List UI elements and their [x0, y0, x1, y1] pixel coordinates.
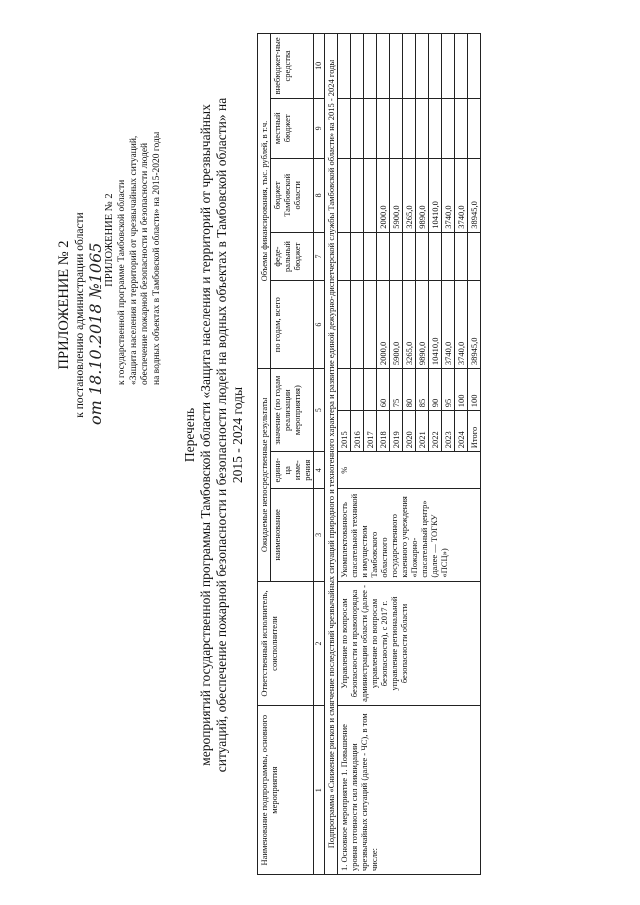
col-number: 8 [314, 158, 325, 232]
subprogram-row [325, 34, 338, 875]
col-header-fin-local: местный бюджет [271, 98, 314, 158]
fin-total [338, 281, 351, 369]
fin-federal [429, 232, 442, 281]
fin-federal [403, 232, 416, 281]
fin-local [377, 98, 390, 158]
fin-total: 5900,0 [390, 281, 403, 369]
year-label: 2020 [403, 410, 415, 451]
fin-federal [455, 232, 468, 281]
appendix-subtitle: к постановлению администрации области [74, 212, 86, 418]
result-value-cell [338, 369, 351, 452]
fin-federal [351, 232, 364, 281]
fin-extra [403, 34, 416, 99]
fin-local [403, 98, 416, 158]
fin-total: 3740,0 [442, 281, 455, 369]
year-label: Итого [468, 410, 480, 451]
result-value-cell [416, 369, 429, 452]
fin-local [429, 98, 442, 158]
program-line: к государственной программе Тамбовской области [117, 179, 127, 385]
fin-federal [468, 232, 481, 281]
result-name: Укомплектованность спасательной техникой и имуществом Тамбовского областного государственного казенного учреждения «Пожарно-спасательный центр» (далее — ТОГКУ «ПСЦ») [338, 489, 481, 581]
program-line: на водных объектах в Тамбовской области» на 2015-2020 годы [151, 131, 162, 385]
col-header-name: Наименование подпрограммы, основного мероприятия [258, 706, 314, 875]
fin-local [468, 98, 481, 158]
year-label: 2015 [338, 410, 350, 451]
fin-total: 9890,0 [416, 281, 429, 369]
fin-regional: 5900,0 [390, 158, 403, 232]
result-value-cell [429, 369, 442, 452]
fin-federal [364, 232, 377, 281]
result-value-cell [364, 369, 377, 452]
fin-regional: 38945,0 [468, 158, 481, 232]
appendix-title: ПРИЛОЖЕНИЕ № 2 [56, 240, 72, 370]
result-value: 80 [404, 398, 414, 408]
result-value [338, 404, 350, 410]
result-value-cell [377, 369, 390, 452]
heading-line: 2015 - 2024 годы [230, 386, 245, 484]
fin-total [364, 281, 377, 369]
fin-local [338, 98, 351, 158]
program-line: «Защита населения и территорий от чрезвычайных ситуаций, [128, 135, 139, 385]
result-value-cell [390, 369, 403, 452]
year-label: 2018 [377, 410, 389, 451]
fin-regional: 10410,0 [429, 158, 442, 232]
col-header-result-value: значение (по годам реализации мероприятия) [271, 369, 314, 452]
document-heading [182, 55, 246, 815]
col-header-responsible: Ответственный исполнитель, соисполнители [258, 581, 314, 706]
measure-name: 1. Основное мероприятие 1. Повышение уровня готовности сил ликвидации чрезвычайных ситуаций (далее - ЧС), в том числе: [338, 706, 481, 875]
result-value [364, 404, 376, 410]
fin-total [351, 281, 364, 369]
result-value: 75 [391, 398, 401, 408]
handwritten-date-number: от 18.10.2018 №1065 [86, 242, 105, 425]
heading-line: Перечень [182, 407, 197, 463]
year-label: 2017 [364, 410, 376, 451]
col-number: 1 [314, 706, 325, 875]
year-label: 2022 [429, 410, 441, 451]
result-value-cell [442, 369, 455, 452]
col-header-fin-federal: феде-ральный бюджет [271, 232, 314, 281]
result-value: 100 [456, 394, 466, 408]
year-label: 2021 [416, 410, 428, 451]
fin-regional: 9890,0 [416, 158, 429, 232]
fin-extra [351, 34, 364, 99]
col-header-expected-results: Ожидаемые непосредственные результаты [258, 369, 271, 582]
result-unit: % [338, 452, 481, 489]
fin-extra [442, 34, 455, 99]
col-header-fin-total: по годам, всего [271, 281, 314, 369]
measures-table [257, 33, 481, 875]
program-appendix-title: ПРИЛОЖЕНИЕ № 2 [104, 193, 115, 287]
fin-regional [338, 158, 351, 232]
column-numbers-row [314, 34, 325, 875]
year-label: 2019 [390, 410, 402, 451]
result-value: 60 [378, 398, 388, 408]
col-header-fin-regional: бюджет Тамбовской области [271, 158, 314, 232]
col-header-financing: Объемы финансирования, тыс. рублей, в т.ч. [258, 34, 271, 369]
fin-extra [390, 34, 403, 99]
fin-local [390, 98, 403, 158]
result-value-cell [455, 369, 468, 452]
fin-extra [364, 34, 377, 99]
fin-regional: 2000,0 [377, 158, 390, 232]
fin-federal [338, 232, 351, 281]
result-value: 100 [469, 394, 479, 408]
fin-total: 3265,0 [403, 281, 416, 369]
fin-local [416, 98, 429, 158]
year-label: 2024 [455, 410, 467, 451]
subprogram-title: Подпрограмма «Снижение рисков и смягчение последствий чрезвычайных ситуаций природного и техногенного характера и развитие единой дежурно-диспетчерской службы Тамбовской области» на 2015 - 2024 годы [325, 34, 338, 875]
fin-extra [429, 34, 442, 99]
fin-total: 2000,0 [377, 281, 390, 369]
fin-regional: 3740,0 [455, 158, 468, 232]
fin-extra [416, 34, 429, 99]
result-value-cell [468, 369, 481, 452]
fin-federal [377, 232, 390, 281]
fin-federal [442, 232, 455, 281]
col-header-fin-extra: внебюджет-ные средства [271, 34, 314, 99]
col-number: 10 [314, 34, 325, 99]
result-value: 85 [417, 398, 427, 408]
col-number: 9 [314, 98, 325, 158]
program-appendix-text [117, 95, 163, 385]
col-number: 3 [314, 489, 325, 581]
fin-extra [468, 34, 481, 99]
fin-extra [338, 34, 351, 99]
col-number: 4 [314, 452, 325, 489]
fin-federal [416, 232, 429, 281]
col-number: 2 [314, 581, 325, 706]
fin-regional: 3740,0 [442, 158, 455, 232]
fin-local [351, 98, 364, 158]
fin-total: 10410,0 [429, 281, 442, 369]
heading-line: мероприятий государственной программы Тамбовской области «Защита населения и территорий от чрезвычайных [198, 104, 213, 766]
year-label: 2023 [442, 410, 454, 451]
fin-regional [364, 158, 377, 232]
col-number: 6 [314, 281, 325, 369]
fin-regional [351, 158, 364, 232]
year-label: 2016 [351, 410, 363, 451]
col-header-result-name: наименование [271, 489, 314, 581]
heading-line: ситуаций, обеспечение пожарной безопасности и безопасности людей на водных объектах в Тамбовской области» на [214, 97, 229, 773]
col-number: 5 [314, 369, 325, 452]
fin-extra [377, 34, 390, 99]
fin-local [364, 98, 377, 158]
fin-local [455, 98, 468, 158]
result-value-cell [403, 369, 416, 452]
fin-extra [455, 34, 468, 99]
result-value-cell [351, 369, 364, 452]
table-row [338, 34, 351, 875]
fin-federal [390, 232, 403, 281]
fin-regional: 3265,0 [403, 158, 416, 232]
fin-total: 3740,0 [455, 281, 468, 369]
col-number: 7 [314, 232, 325, 281]
responsible-executor: Управление по вопросам безопасности и правопорядка администрации области (далее - управление по вопросам безопасности), с 2017 г. управление региональной безопасности области [338, 581, 481, 706]
result-value: 90 [430, 398, 440, 408]
result-value: 95 [443, 398, 453, 408]
col-header-result-unit: едини-ца изме-рения [271, 452, 314, 489]
fin-local [442, 98, 455, 158]
fin-total: 38945,0 [468, 281, 481, 369]
program-line: обеспечение пожарной безопасности и безопасности людей [140, 142, 150, 385]
result-value [351, 404, 363, 410]
